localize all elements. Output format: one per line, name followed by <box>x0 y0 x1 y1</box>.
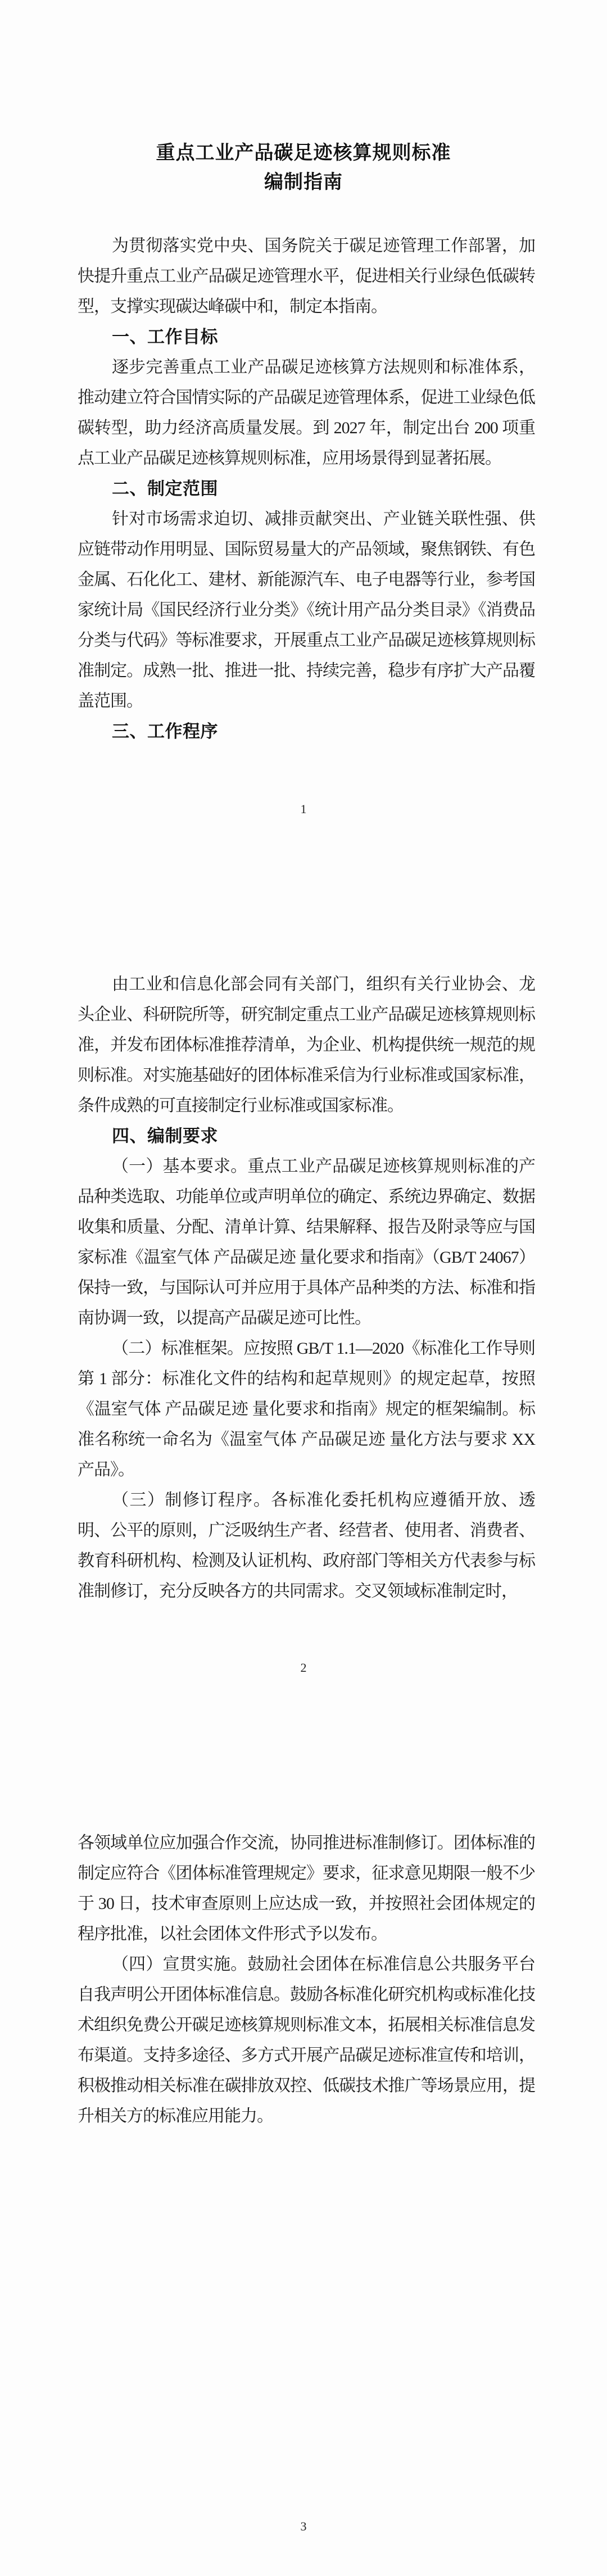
paragraph-basic-requirements: （一）基本要求。重点工业产品碳足迹核算规则标准的产品种类选取、功能单位或声明单位的确定、系统边界确定、数据收集和质量、分配、清单计算、结果解释、报告及附录等应与国家标准《温室气体 产品碳足迹 量化要求和指南》（GB/T 24067）保持一致，与国际认可并应用于具体产品种类的方法、标准和指南协调一致，以提高产品碳足迹可比性。 <box>78 1157 535 1327</box>
paragraph-revision-procedure-continued: 各领域单位应加强合作交流，协同推进标准制修订。团体标准的制定应符合《团体标准管理规定》要求，征求意见期限一般不少于 30 日，技术审查原则上应达成一致，并按照社会团体规定的程序批准，以社会团体文件形式予以发布。 <box>78 1834 535 1943</box>
section-heading-work-goals: 一、工作目标 <box>112 327 218 347</box>
page-number-3: 3 <box>300 2519 307 2533</box>
page-3 <box>0 1717 607 2576</box>
paragraph-scope: 针对市场需求迫切、减排贡献突出、产业链关联性强、供应链带动作用明显、国际贸易量大的产品领域，聚焦钢铁、有色金属、石化化工、建材、新能源汽车、电子电器等行业，参考国家统计局《国民经济行业分类》《统计用产品分类目录》《消费品分类与代码》等标准要求，开展重点工业产品碳足迹核算规则标准制定。成熟一批、推进一批、持续完善，稳步有序扩大产品覆盖范围。 <box>78 510 535 710</box>
paragraph-revision-procedure: （三）制修订程序。各标准化委托机构应遵循开放、透明、公平的原则，广泛吸纳生产者、经营者、使用者、消费者、教育科研机构、检测及认证机构、政府部门等相关方代表参与标准制修订，充分反映各方的共同需求。交叉领域标准制定时， <box>78 1491 535 1600</box>
document-title <box>0 139 607 197</box>
page-2 <box>0 859 607 1717</box>
section-heading-procedure: 三、工作程序 <box>112 722 218 741</box>
title-line-1: 重点工业产品碳足迹核算规则标准 <box>156 143 451 164</box>
paragraph-standard-framework: （二）标准框架。应按照 GB/T 1.1—2020《标准化工作导则 第 1 部分：标准化文件的结构和起草规则》的规定起草，按照《温室气体 产品碳足迹 量化要求和指南》规定的框架编制。标准名称统一命名为《温室气体 产品碳足迹 量化方法与要求 XX 产品》。 <box>78 1339 535 1479</box>
page-1-content <box>0 139 607 747</box>
page-number-1: 1 <box>300 802 307 816</box>
page-2-body <box>78 969 535 1607</box>
paragraph-procedure: 由工业和信息化部会同有关部门，组织有关行业协会、龙头企业、科研院所等，研究制定重点工业产品碳足迹核算规则标准，并发布团体标准推荐清单，为企业、机构提供统一规范的规则标准。对实施基础好的团体标准采信为行业标准或国家标准，条件成熟的可直接制定行业标准或国家标准。 <box>78 975 535 1115</box>
paragraph-intro: 为贯彻落实党中央、国务院关于碳足迹管理工作部署，加快提升重点工业产品碳足迹管理水平，促进相关行业绿色低碳转型，支撑实现碳达峰碳中和，制定本指南。 <box>78 237 535 316</box>
title-line-2: 编制指南 <box>264 172 343 193</box>
paragraph-work-goals: 逐步完善重点工业产品碳足迹核算方法规则和标准体系，推动建立符合国情实际的产品碳足迹管理体系，促进工业绿色低碳转型，助力经济高质量发展。到 2027 年，制定出台 200 项重点工业产品碳足迹核算规则标准，应用场景得到显著拓展。 <box>78 358 535 468</box>
page-3-body <box>78 1828 535 2131</box>
section-heading-requirements: 四、编制要求 <box>112 1126 218 1146</box>
section-heading-scope: 二、制定范围 <box>112 479 218 498</box>
page-1-body <box>78 231 535 747</box>
page-number-2: 2 <box>300 1661 307 1675</box>
page-1 <box>0 0 607 859</box>
paragraph-promotion-implementation: （四）宣贯实施。鼓励社会团体在标准信息公共服务平台自我声明公开团体标准信息。鼓励各标准化研究机构或标准化技术组织免费公开碳足迹核算规则标准文本，拓展相关标准信息发布渠道。支持多途径、多方式开展产品碳足迹标准宣传和培训，积极推动相关标准在碳排放双控、低碳技术推广等场景应用，提升相关方的标准应用能力。 <box>78 1955 535 2125</box>
